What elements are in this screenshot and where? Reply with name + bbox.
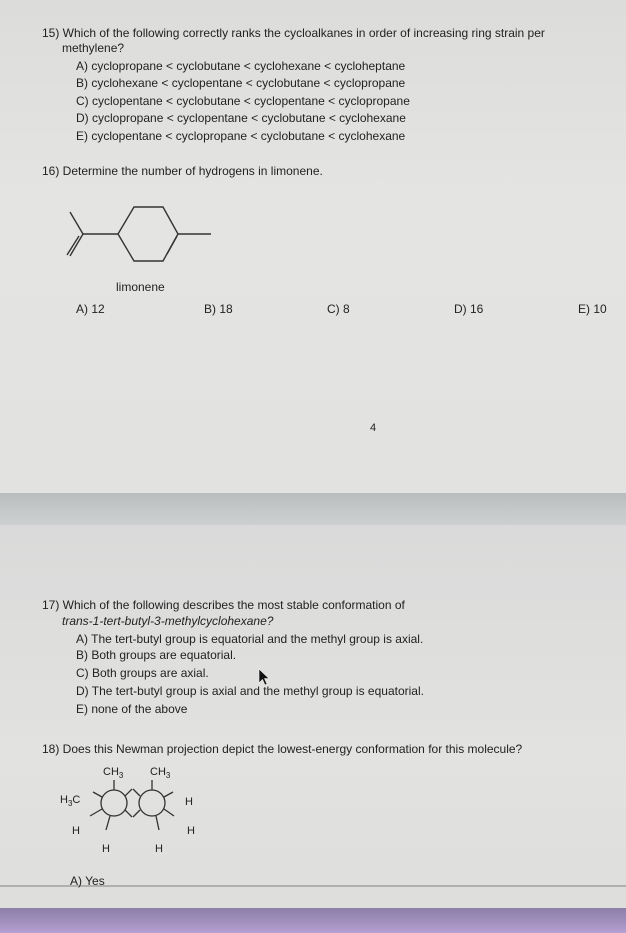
newman-label-h-left: H <box>72 825 80 837</box>
q15-option-d: D) cyclopropane < cyclopentane < cyclobutane < cyclohexane <box>76 111 406 125</box>
q17-option-c: C) Both groups are axial. <box>76 666 209 680</box>
newman-label-h-right-bottom: H <box>187 825 195 837</box>
q15-option-c: C) cyclopentane < cyclobutane < cyclopentane < cyclopropane <box>76 94 410 108</box>
q15-question-line1: 15) Which of the following correctly ranks the cycloalkanes in order of increasing ring strain per <box>42 26 545 40</box>
q16-option-d: D) 16 <box>454 302 484 316</box>
q16-option-a: A) 12 <box>76 302 105 316</box>
newman-label-h-bottom-left: H <box>102 843 110 855</box>
q15-option-a: A) cyclopropane < cyclobutane < cyclohexane < cycloheptane <box>76 59 406 73</box>
limonene-ring <box>118 207 178 261</box>
ring-double-bond <box>167 236 177 254</box>
q17-option-d: D) The tert-butyl group is axial and the methyl group is equatorial. <box>76 684 424 698</box>
q17-option-e: E) none of the above <box>76 702 188 716</box>
screen-bottom-edge <box>0 908 626 933</box>
newman-label-h3c: $H_3C$ <box>60 794 81 809</box>
newman-projection <box>60 770 200 850</box>
q16-option-b: B) 18 <box>204 302 233 316</box>
page-lower <box>0 525 626 908</box>
isopropenyl-methyl-bond <box>70 212 83 234</box>
q15-option-b: B) cyclohexane < cyclopentane < cyclobutane < cyclopropane <box>76 76 406 90</box>
limonene-structure <box>60 198 220 278</box>
limonene-caption: limonene <box>116 280 165 294</box>
newman-label-h-right-top: H <box>185 796 193 808</box>
newman-label-ch3-right: $CH_3$ <box>150 766 171 781</box>
q16-option-e: E) 10 <box>578 302 607 316</box>
q16-option-c: C) 8 <box>327 302 350 316</box>
newman-label-h-bottom-right: H <box>155 843 163 855</box>
mouse-cursor-icon <box>258 668 272 686</box>
page-number: 4 <box>370 422 377 434</box>
q17-question-line2: trans-1-tert-butyl-3-methylcyclohexane? <box>62 614 274 628</box>
newman-circle-left <box>101 790 127 816</box>
newman-label-ch3-left: $CH_3$ <box>103 766 124 781</box>
q17-option-b: B) Both groups are equatorial. <box>76 648 237 662</box>
isopropenyl-double-bond-1 <box>70 234 83 256</box>
q17-option-a: A) The tert-butyl group is equatorial and the methyl group is axial. <box>76 632 424 646</box>
q15-question-line2: methylene? <box>62 41 125 55</box>
q16-question: 16) Determine the number of hydrogens in limonene. <box>42 164 323 178</box>
newman-circle-right <box>139 790 165 816</box>
q18-option-a: A) Yes <box>70 874 105 888</box>
q15-option-e: E) cyclopentane < cyclopropane < cyclobutane < cyclohexane <box>76 129 406 143</box>
q18-question: 18) Does this Newman projection depict the lowest-energy conformation for this molecule? <box>42 742 523 756</box>
q17-question-line1: 17) Which of the following describes the most stable conformation of <box>42 598 405 612</box>
page-separator <box>0 493 626 525</box>
